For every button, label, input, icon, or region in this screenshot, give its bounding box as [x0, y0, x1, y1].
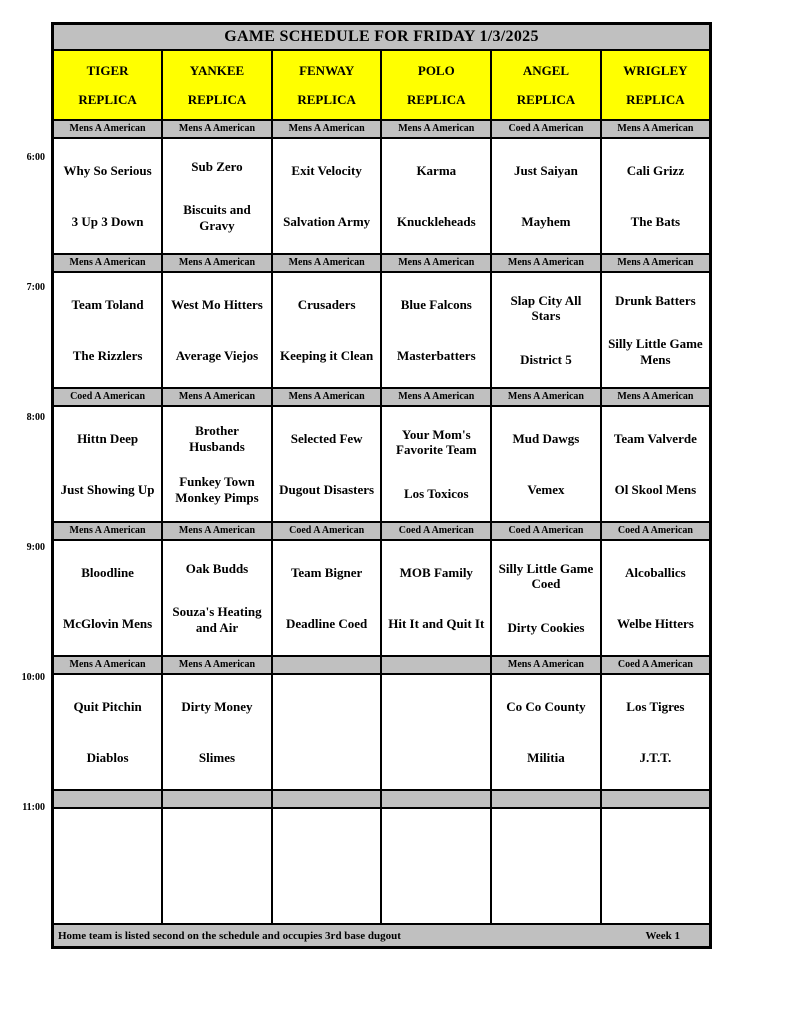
game-cell — [53, 674, 163, 790]
game-cell — [272, 406, 382, 522]
game-cell — [601, 406, 711, 522]
home-team: Average Viejos — [175, 347, 259, 363]
game-cell — [53, 406, 163, 522]
division-cell: Mens A American — [53, 656, 163, 674]
away-team: Your Mom's Favorite Team — [396, 426, 477, 458]
game-cell — [491, 674, 601, 790]
division-cell: Mens A American — [162, 388, 272, 406]
games-row-9pm — [53, 540, 711, 656]
home-team: The Bats — [630, 213, 681, 229]
home-team: Just Showing Up — [60, 481, 155, 497]
division-cell: Mens A American — [381, 388, 491, 406]
division-cell — [491, 790, 601, 808]
game-cell — [491, 138, 601, 254]
game-cell — [491, 540, 601, 656]
away-team: Team Toland — [71, 296, 144, 312]
field-header-wrigley — [601, 50, 711, 120]
title-row — [53, 24, 711, 51]
away-team: Karma — [416, 162, 457, 178]
division-cell — [381, 656, 491, 674]
division-cell: Coed A American — [381, 522, 491, 540]
time-label-8pm: 8:00 — [26, 412, 45, 423]
home-team: Silly Little Game Mens — [608, 336, 703, 367]
game-cell — [381, 272, 491, 388]
away-team: Bloodline — [81, 564, 134, 580]
game-cell — [272, 138, 382, 254]
game-cell — [53, 808, 163, 924]
division-cell: Mens A American — [601, 120, 711, 138]
division-cell: Coed A American — [601, 656, 711, 674]
home-team: Deadline Coed — [286, 615, 368, 631]
away-team: Slap City All Stars — [510, 292, 582, 324]
home-team: Welbe Hitters — [616, 615, 694, 631]
home-team: Biscuits and Gravy — [183, 202, 251, 233]
field-subname: REPLICA — [297, 91, 356, 107]
field-header-row — [53, 50, 711, 120]
away-team: Alcoballics — [625, 564, 686, 580]
time-label-7pm: 7:00 — [26, 282, 45, 293]
division-row-11pm — [53, 790, 711, 808]
division-cell: Mens A American — [491, 254, 601, 272]
away-team: Just Saiyan — [513, 162, 578, 178]
away-team: Dirty Money — [181, 698, 253, 714]
home-team: The Rizzlers — [72, 347, 143, 363]
division-cell: Mens A American — [272, 120, 382, 138]
away-team: Mud Dawgs — [512, 430, 580, 446]
division-cell — [381, 790, 491, 808]
field-header-tiger — [53, 50, 163, 120]
game-cell — [601, 272, 711, 388]
division-cell: Mens A American — [381, 120, 491, 138]
field-name: ANGEL — [522, 62, 570, 78]
away-team: Team Valverde — [613, 430, 697, 446]
game-cell — [53, 540, 163, 656]
home-team: Ol Skool Mens — [614, 481, 697, 497]
division-cell: Mens A American — [162, 254, 272, 272]
away-team: Silly Little Game Coed — [498, 560, 594, 592]
home-team: District 5 — [520, 351, 572, 367]
away-team: Crusaders — [297, 296, 356, 312]
home-team: 3 Up 3 Down — [71, 213, 144, 229]
games-row-11pm — [53, 808, 711, 924]
home-team: McGlovin Mens — [62, 615, 153, 631]
home-team: J.T.T. — [639, 749, 672, 765]
game-cell — [162, 272, 272, 388]
home-team: Los Toxicos — [403, 485, 469, 501]
page-title: GAME SCHEDULE FOR FRIDAY 1/3/2025 — [53, 24, 711, 51]
game-cell — [491, 272, 601, 388]
home-team: Vemex — [527, 481, 565, 497]
field-header-yankee — [162, 50, 272, 120]
field-name: POLO — [417, 62, 455, 78]
home-team: Knuckleheads — [396, 213, 476, 229]
game-cell — [162, 674, 272, 790]
game-cell — [53, 138, 163, 254]
footer-row — [53, 924, 711, 948]
division-cell: Mens A American — [162, 656, 272, 674]
away-team: Cali Grizz — [626, 162, 685, 178]
division-cell: Coed A American — [53, 388, 163, 406]
away-team: Exit Velocity — [291, 162, 362, 178]
field-subname: REPLICA — [78, 91, 137, 107]
division-cell: Mens A American — [162, 522, 272, 540]
game-cell — [272, 540, 382, 656]
field-name: WRIGLEY — [623, 62, 688, 78]
game-cell — [381, 138, 491, 254]
game-cell — [381, 808, 491, 924]
game-cell — [601, 540, 711, 656]
division-cell: Coed A American — [272, 522, 382, 540]
division-cell: Mens A American — [491, 388, 601, 406]
field-header-angel — [491, 50, 601, 120]
away-team: Hittn Deep — [77, 430, 139, 446]
field-subname: REPLICA — [407, 91, 466, 107]
division-cell — [601, 790, 711, 808]
field-header-fenway — [272, 50, 382, 120]
home-team: Masterbatters — [396, 347, 476, 363]
week-label: Week 1 — [645, 929, 680, 942]
game-cell — [601, 674, 711, 790]
away-team: Why So Serious — [63, 162, 152, 178]
division-row-9pm — [53, 522, 711, 540]
field-name: FENWAY — [299, 62, 355, 78]
division-row-6pm — [53, 120, 711, 138]
home-team: Dirty Cookies — [507, 619, 585, 635]
division-cell: Coed A American — [601, 522, 711, 540]
game-cell — [162, 540, 272, 656]
home-team: Militia — [527, 749, 565, 765]
division-cell: Mens A American — [601, 254, 711, 272]
game-cell — [381, 406, 491, 522]
home-team: Mayhem — [521, 213, 571, 229]
home-team: Diablos — [86, 749, 129, 765]
away-team: Drunk Batters — [615, 292, 696, 308]
division-cell: Mens A American — [53, 120, 163, 138]
field-subname: REPLICA — [626, 91, 685, 107]
away-team: Co Co County — [506, 698, 586, 714]
division-row-8pm — [53, 388, 711, 406]
away-team: Brother Husbands — [189, 422, 245, 454]
division-cell: Mens A American — [53, 254, 163, 272]
division-cell — [162, 790, 272, 808]
home-team: Hit It and Quit It — [388, 615, 485, 631]
games-row-10pm — [53, 674, 711, 790]
away-team: Quit Pitchin — [73, 698, 142, 714]
away-team: Los Tigres — [626, 698, 685, 714]
division-cell: Mens A American — [53, 522, 163, 540]
game-cell — [53, 272, 163, 388]
division-cell: Mens A American — [601, 388, 711, 406]
division-cell: Mens A American — [272, 388, 382, 406]
game-cell — [491, 406, 601, 522]
field-subname: REPLICA — [187, 91, 247, 107]
away-team: Team Bigner — [290, 564, 363, 580]
division-cell: Mens A American — [491, 656, 601, 674]
game-cell — [162, 138, 272, 254]
footer-bar — [53, 924, 711, 948]
field-name: TIGER — [86, 62, 129, 78]
home-team: Salvation Army — [283, 213, 371, 229]
division-row-10pm — [53, 656, 711, 674]
division-row-7pm — [53, 254, 711, 272]
away-team: Blue Falcons — [400, 296, 472, 312]
division-cell: Coed A American — [491, 120, 601, 138]
game-cell — [162, 808, 272, 924]
game-cell — [272, 808, 382, 924]
game-cell — [601, 138, 711, 254]
home-team: Keeping it Clean — [280, 347, 374, 363]
division-cell: Mens A American — [381, 254, 491, 272]
time-label-9pm: 9:00 — [26, 542, 45, 553]
game-cell — [381, 674, 491, 790]
division-cell: Mens A American — [272, 254, 382, 272]
field-name: YANKEE — [189, 62, 245, 78]
division-cell — [53, 790, 163, 808]
away-team: Selected Few — [290, 430, 363, 446]
home-team: Slimes — [198, 749, 236, 765]
game-cell — [272, 272, 382, 388]
away-team: Sub Zero — [191, 158, 243, 174]
game-cell — [162, 406, 272, 522]
schedule-table — [51, 22, 712, 949]
field-header-polo — [381, 50, 491, 120]
game-cell — [381, 540, 491, 656]
field-subname: REPLICA — [516, 91, 576, 107]
time-label-11pm: 11:00 — [22, 802, 45, 813]
home-team: Dugout Disasters — [279, 481, 375, 497]
away-team: West Mo Hitters — [171, 296, 263, 312]
division-cell: Coed A American — [491, 522, 601, 540]
home-team: Souza's Heating and Air — [172, 604, 262, 635]
division-cell — [272, 790, 382, 808]
division-cell — [272, 656, 382, 674]
games-row-7pm — [53, 272, 711, 388]
games-row-8pm — [53, 406, 711, 522]
division-cell: Mens A American — [162, 120, 272, 138]
time-label-6pm: 6:00 — [26, 152, 45, 163]
home-team-note: Home team is listed second on the schedule and occupies 3rd base dugout — [58, 929, 401, 942]
away-team: MOB Family — [399, 564, 473, 580]
game-cell — [601, 808, 711, 924]
game-cell — [272, 674, 382, 790]
away-team: Oak Budds — [185, 560, 249, 576]
time-label-10pm: 10:00 — [21, 672, 45, 683]
home-team: Funkey Town Monkey Pimps — [175, 473, 259, 505]
games-row-6pm — [53, 138, 711, 254]
game-cell — [491, 808, 601, 924]
